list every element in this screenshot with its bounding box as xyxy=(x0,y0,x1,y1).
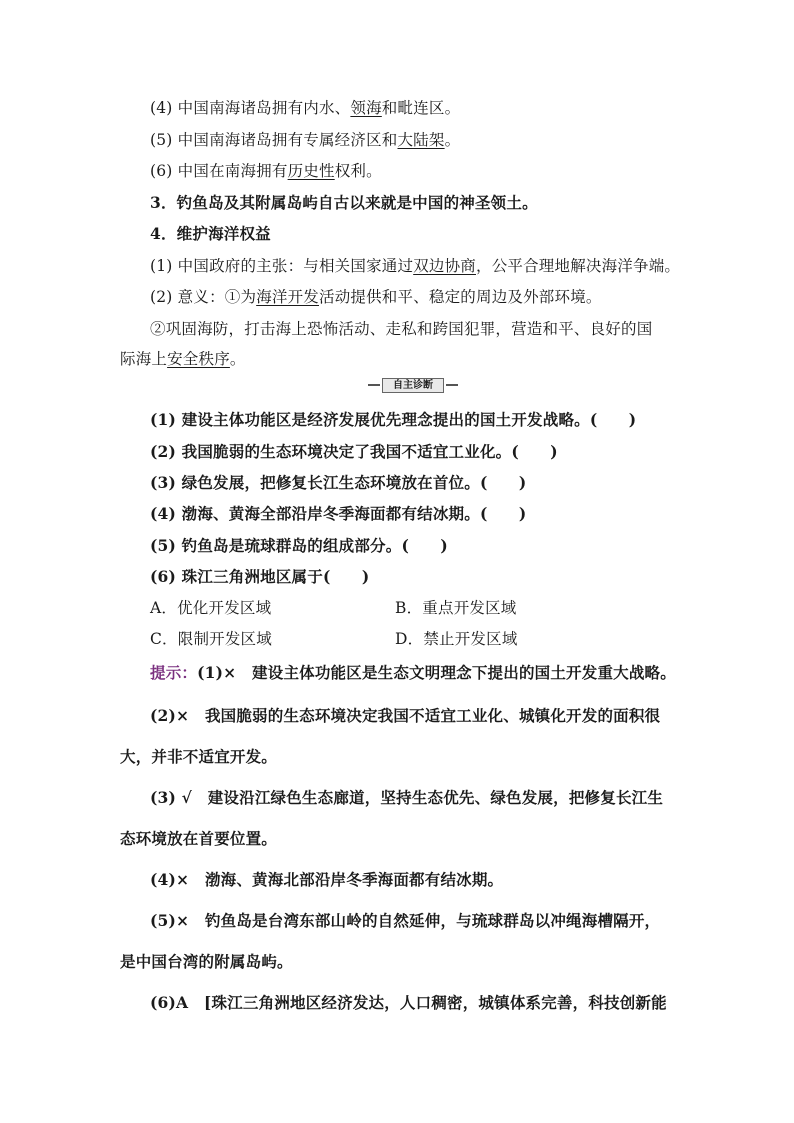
option-b: B．重点开发区域 xyxy=(395,599,517,617)
question-1: (1) 建设主体功能区是经济发展优先理念提出的国土开发战略。( ) xyxy=(150,410,637,429)
underlined-term: 大陆架 xyxy=(397,131,445,149)
maritime-item-3-line2: 际海上安全秩序。 xyxy=(120,350,246,368)
hint-label: 提示： xyxy=(150,663,198,682)
answer-6: (6)A [珠江三角洲地区经济发达，人口稠密，城镇体系完善，科技创新能 xyxy=(150,993,667,1012)
question-6: (6) 珠江三角洲地区属于( ) xyxy=(150,567,370,586)
option-a: A．优化开发区域 xyxy=(150,599,272,617)
answer-5-line2: 是中国台湾的附属岛屿。 xyxy=(120,952,293,971)
maritime-item-2: (2) 意义：①为海洋开发活动提供和平、稳定的周边及外部环境。 xyxy=(150,288,602,306)
underlined-term: 安全秩序 xyxy=(167,350,230,368)
answer-3-line2: 态环境放在首要位置。 xyxy=(120,829,278,848)
maritime-item-3-line1: ②巩固海防，打击海上恐怖活动、走私和跨国犯罪，营造和平、良好的国 xyxy=(150,320,653,338)
option-c: C．限制开发区域 xyxy=(150,630,272,648)
underlined-term: 双边协商 xyxy=(413,257,476,275)
option-d: D．禁止开发区域 xyxy=(395,630,518,648)
item-5-continental-shelf: (5) 中国南海诸岛拥有专属经济区和大陆架。 xyxy=(150,131,461,149)
question-2: (2) 我国脆弱的生态环境决定了我国不适宜工业化。( ) xyxy=(150,442,558,461)
point-4-heading: 4．维护海洋权益 xyxy=(150,224,271,243)
answer-1: 提示：(1)× 建设主体功能区是生态文明理念下提出的国土开发重大战略。 xyxy=(150,663,676,682)
answer-2-line1: (2)× 我国脆弱的生态环境决定我国不适宜工业化、城镇化开发的面积很 xyxy=(150,706,661,725)
point-3-diaoyu: 3．钓鱼岛及其附属岛屿自古以来就是中国的神圣领土。 xyxy=(150,193,538,212)
maritime-item-1: (1) 中国政府的主张：与相关国家通过双边协商，公平合理地解决海洋争端。 xyxy=(150,257,681,275)
question-5: (5) 钓鱼岛是琉球群岛的组成部分。( ) xyxy=(150,536,448,555)
badge-label: 自主诊断 xyxy=(382,378,444,393)
item-6-historic-rights: (6) 中国在南海拥有历史性权利。 xyxy=(150,162,382,180)
question-4: (4) 渤海、黄海全部沿岸冬季海面都有结冰期。( ) xyxy=(150,504,527,523)
badge-right-rule xyxy=(446,384,458,386)
answer-3-line1: (3) √ 建设沿江绿色生态廊道，坚持生态优先、绿色发展，把修复长江生 xyxy=(150,788,664,807)
underlined-term: 历史性 xyxy=(287,162,335,180)
badge-left-rule xyxy=(368,384,380,386)
answer-2-line2: 大，并非不适宜开发。 xyxy=(120,747,278,766)
underlined-term: 领海 xyxy=(350,99,382,117)
item-4-territorial-sea: (4) 中国南海诸岛拥有内水、领海和毗连区。 xyxy=(150,99,461,117)
answer-4: (4)× 渤海、黄海北部沿岸冬季海面都有结冰期。 xyxy=(150,870,504,889)
self-diagnosis-badge xyxy=(368,378,458,392)
answer-5-line1: (5)× 钓鱼岛是台湾东部山岭的自然延伸，与琉球群岛以冲绳海槽隔开， xyxy=(150,911,661,930)
question-3: (3) 绿色发展，把修复长江生态环境放在首位。( ) xyxy=(150,473,527,492)
underlined-term: 海洋开发 xyxy=(256,288,319,306)
